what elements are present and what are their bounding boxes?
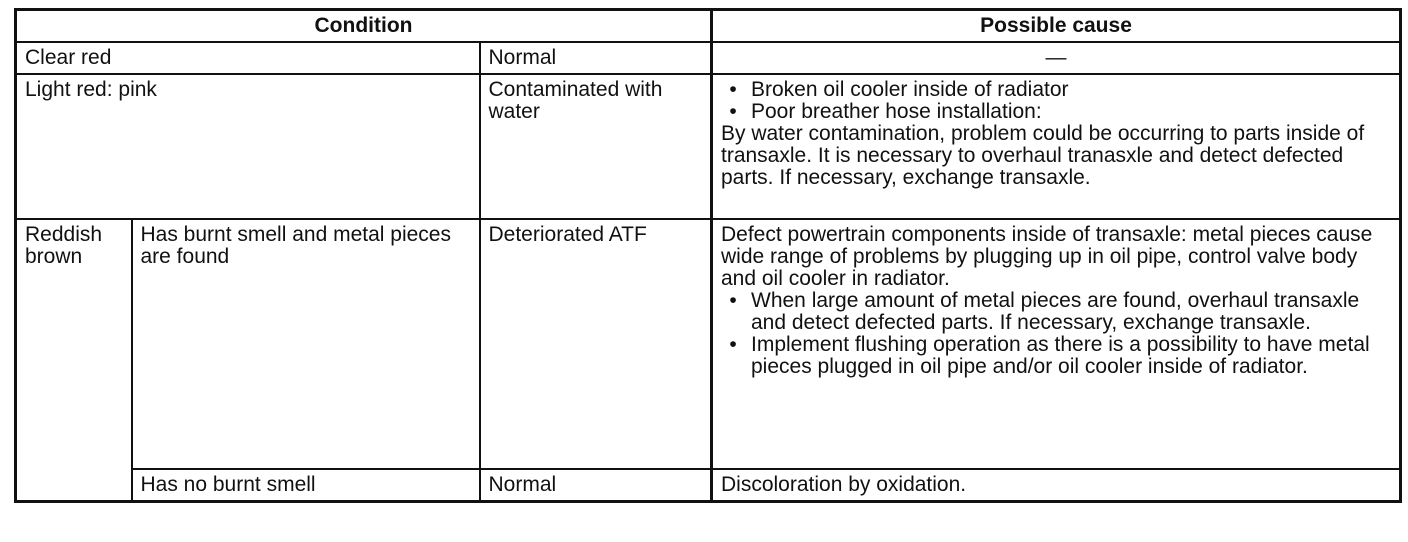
cause-note: By water contamination, problem could be occurring to parts inside of transaxle. It is necessary to overhaul tranasxle and detect defected parts. If necessary, exchange transaxle. bbox=[721, 122, 1365, 189]
color-cell: Clear red bbox=[16, 42, 480, 74]
list-item-text: When large amount of metal pieces are found, overhaul transaxle and detect defected parts. If necessary, exchange transaxle. bbox=[751, 289, 1360, 334]
cause-bullet-list bbox=[721, 79, 1391, 123]
table-row-clear-red bbox=[16, 42, 1401, 74]
cause-cell bbox=[712, 74, 1401, 219]
header-row bbox=[16, 10, 1401, 43]
list-item bbox=[721, 79, 1391, 101]
status-cell: Normal bbox=[480, 469, 712, 502]
list-item bbox=[721, 334, 1391, 378]
list-item-text: Broken oil cooler inside of radiator bbox=[751, 78, 1069, 101]
status-cell: Contaminated with water bbox=[480, 74, 712, 219]
status-cell: Deteriorated ATF bbox=[480, 219, 712, 469]
color-cell: Reddish brown bbox=[16, 219, 132, 502]
cause-cell: Discoloration by oxidation. bbox=[712, 469, 1401, 502]
status-cell: Normal bbox=[480, 42, 712, 74]
condition-header: Condition bbox=[16, 10, 712, 43]
list-item-text: Poor breather hose installation: bbox=[751, 100, 1042, 123]
bullet-icon: • bbox=[729, 333, 737, 356]
atf-condition-table bbox=[14, 8, 1402, 503]
bullet-icon: • bbox=[729, 100, 737, 123]
table-row-light-red bbox=[16, 74, 1401, 219]
list-item bbox=[721, 290, 1391, 334]
color-cell: Light red: pink bbox=[16, 74, 480, 219]
cause-header: Possible cause bbox=[712, 10, 1401, 43]
cause-intro: Defect powertrain components inside of transaxle: metal pieces cause wide range of problems by plugging up in oil pipe, control valve body and oil cooler in radiator. bbox=[721, 223, 1373, 290]
cause-bullet-list bbox=[721, 290, 1391, 378]
bullet-icon: • bbox=[729, 289, 737, 312]
table-row-reddish-brown-burnt bbox=[16, 219, 1401, 469]
cause-cell bbox=[712, 219, 1401, 469]
bullet-icon: • bbox=[729, 78, 737, 101]
list-item bbox=[721, 101, 1391, 123]
table-row-reddish-brown-no-burnt bbox=[16, 469, 1401, 502]
no-cause-dash: — bbox=[1045, 46, 1067, 69]
list-item-text: Implement flushing operation as there is a possibility to have metal pieces plugged in oil pipe and/or oil cooler inside of radiator. bbox=[751, 333, 1370, 378]
cause-cell bbox=[712, 42, 1401, 74]
detail-cell: Has burnt smell and metal pieces are found bbox=[132, 219, 480, 469]
detail-cell: Has no burnt smell bbox=[132, 469, 480, 502]
